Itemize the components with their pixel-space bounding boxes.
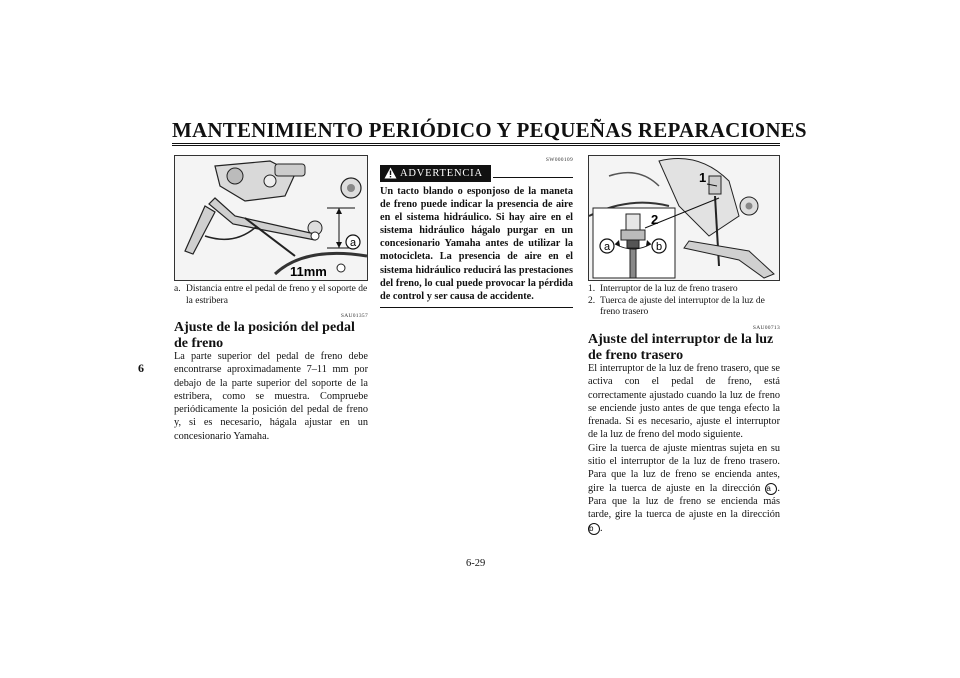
section2-paragraph-1: El interruptor de la luz de freno trasero, que se activa con el pedal de freno, está correctamente ajustado cuando la luz de freno se enciende justo antes de que tenga efecto la frenada. Si es necesario, ajuste el interruptor de la luz de freno del modo siguiente. <box>588 363 780 441</box>
header-rule-thin <box>172 145 780 146</box>
header-rule <box>172 143 780 144</box>
caption-item <box>174 284 368 307</box>
chapter-tab-number: 6 <box>138 361 144 375</box>
warning-box <box>380 165 573 308</box>
warning-badge-label: ADVERTENCIA <box>400 168 483 179</box>
caption-item-text: Tuerca de ajuste del interruptor de la luz de freno trasero <box>600 295 765 317</box>
direction-a-marker: a <box>765 483 777 495</box>
section2-title: Ajuste del interruptor de la luz de freno trasero <box>588 332 774 363</box>
section2-paragraph-2-part-b: . Para que la luz de freno se encienda más tarde, gire la tuerca de ajuste en la dirección <box>588 482 780 521</box>
section2-code: SAU00713 <box>752 325 780 331</box>
warning-code: SW000109 <box>545 157 573 163</box>
warning-header <box>380 165 573 182</box>
warning-text: Un tacto blando o esponjoso de la maneta de freno puede indicar la presencia de aire en el sistema hidráulico. Si hay aire en el sistema hidráulico hágalo purgar en un concesionario Yamaha antes de utilizar la motocicleta. La presencia de aire en el sistema hidráulico reducirá las prestaciones del freno, lo cual puede provocar la pérdida de control y ser causa de accidente. <box>380 186 573 302</box>
caption-item-text: Distancia entre el pedal de freno y el soporte de la estribera <box>186 284 368 306</box>
brake-pedal-figure <box>174 155 368 281</box>
chapter-tab <box>128 352 158 652</box>
section2-paragraph-2 <box>588 442 780 535</box>
page-number: 6-29 <box>466 558 486 569</box>
page-header-title: MANTENIMIENTO PERIÓDICO Y PEQUEÑAS REPARACIONES <box>172 118 807 142</box>
section1-code: SAU01357 <box>340 313 368 319</box>
figure2-label-2: 2 <box>651 212 659 227</box>
figure2-label-1: 1 <box>699 170 707 185</box>
figure2-caption <box>588 284 780 319</box>
figure1-dimension-label: 11mm <box>290 264 327 279</box>
brake-light-switch-illustration <box>589 156 779 280</box>
caption-item-label: 1. <box>588 284 596 294</box>
section1-body: La parte superior del pedal de freno debe encontrarse aproximadamente 7–11 mm por debajo de la parte superior del soporte de la estribera, como se muestra. Compruebe periódicamente la posición del pedal de freno y, si es necesario, hágala ajustar en un concesionario Yamaha. <box>174 351 368 442</box>
section2-body <box>588 362 780 535</box>
section2-paragraph-2-part-a: Gire la tuerca de ajuste mientras sujeta en su sitio el interruptor de la luz de freno trasero. Para que la luz de freno se encienda antes, gire la tuerca de ajuste en la dirección <box>588 442 780 494</box>
figure2-label-a: a <box>603 241 611 253</box>
brake-light-switch-figure <box>588 155 780 281</box>
caption-item-label: a. <box>174 284 181 294</box>
caption-item <box>588 284 780 296</box>
brake-pedal-illustration <box>175 156 367 280</box>
caption-item-label: 2. <box>588 295 596 306</box>
figure1-label-a: a <box>349 237 357 249</box>
figure2-label-b: b <box>655 241 663 253</box>
warning-badge <box>380 165 491 182</box>
caption-item <box>588 296 780 319</box>
section1-title: Ajuste de la posición del pedal de freno <box>174 320 355 351</box>
warning-header-rule <box>493 177 573 178</box>
warning-triangle-icon <box>384 167 397 179</box>
direction-b-marker: b <box>588 523 600 535</box>
figure1-caption <box>174 284 368 307</box>
section2-paragraph-2-part-c: . <box>600 522 603 534</box>
warning-bottom-rule <box>380 307 573 309</box>
caption-item-text: Interruptor de la luz de freno trasero <box>600 284 738 294</box>
